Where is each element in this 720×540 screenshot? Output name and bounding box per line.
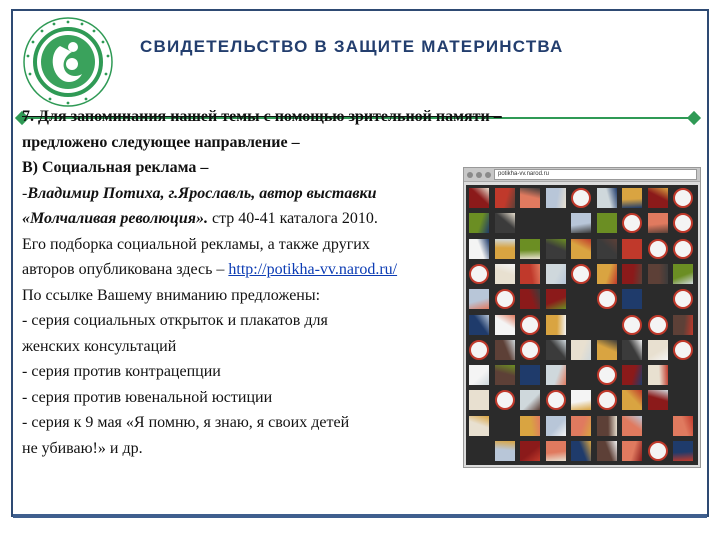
gallery-thumbnail [520, 340, 540, 360]
gallery-thumbnail [546, 315, 566, 335]
gallery-thumbnail [622, 340, 642, 360]
gallery-thumbnail [648, 315, 668, 335]
gallery-thumbnail [495, 239, 515, 259]
gallery-thumbnail [648, 213, 668, 233]
series-2-line: - серия против контрацепции [22, 363, 221, 380]
gallery-thumbnail [546, 264, 566, 284]
series-1-line-b: женских консультаций [22, 337, 177, 355]
gallery-thumbnail [622, 213, 642, 233]
offered-line: По ссылке Вашему вниманию предложены: [22, 286, 321, 304]
gallery-thumbnail [622, 264, 642, 284]
gallery-thumbnail [622, 315, 642, 335]
mother-child-emblem-icon [20, 14, 116, 110]
gallery-thumbnail [571, 188, 591, 208]
gallery-thumbnail [571, 340, 591, 360]
site-link[interactable]: http://potikha-vv.narod.ru/ [228, 261, 398, 278]
gallery-thumbnail [597, 340, 617, 360]
gallery-thumbnail [520, 441, 540, 461]
gallery-thumbnail [597, 441, 617, 461]
gallery-thumbnail [622, 289, 642, 309]
gallery-thumbnail [597, 365, 617, 385]
thumbnail-gallery [466, 185, 698, 465]
gallery-thumbnail [495, 289, 515, 309]
gallery-thumbnail [495, 340, 515, 360]
gallery-thumbnail [673, 315, 693, 335]
series-3-line: - серия против ювенальной юстиции [22, 388, 273, 406]
gallery-thumbnail [469, 390, 489, 410]
browser-address-bar: potikha-vv.narod.ru [494, 169, 697, 180]
gallery-thumbnail [469, 289, 489, 309]
gallery-thumbnail [546, 365, 566, 385]
gallery-thumbnail [571, 264, 591, 284]
slide-frame-bottom-bar [13, 514, 707, 518]
gallery-thumbnail [520, 239, 540, 259]
gallery-thumbnail [495, 390, 515, 410]
gallery-thumbnail [469, 188, 489, 208]
author-name: Владимир Потиха, г.Ярославль, автор выставки [27, 184, 377, 202]
author-dash: - [22, 184, 28, 202]
gallery-thumbnail [673, 289, 693, 309]
gallery-thumbnail [622, 365, 642, 385]
gallery-thumbnail [648, 239, 668, 259]
collection-line: Его подборка социальной рекламы, а также других [22, 235, 370, 253]
section-title: В) Социальная реклама – [22, 159, 209, 176]
gallery-thumbnail [622, 441, 642, 461]
gallery-thumbnail [495, 213, 515, 233]
gallery-thumbnail [597, 390, 617, 410]
gallery-thumbnail [673, 441, 693, 461]
exhibit-pages: стр 40-41 каталога 2010. [207, 210, 378, 227]
browser-toolbar [464, 168, 700, 182]
gallery-thumbnail [546, 289, 566, 309]
gallery-thumbnail [673, 239, 693, 259]
gallery-thumbnail [495, 188, 515, 208]
gallery-thumbnail [546, 441, 566, 461]
gallery-thumbnail [648, 340, 668, 360]
gallery-thumbnail [520, 365, 540, 385]
gallery-thumbnail [469, 365, 489, 385]
gallery-thumbnail [673, 416, 693, 436]
gallery-thumbnail [520, 264, 540, 284]
gallery-thumbnail [469, 239, 489, 259]
gallery-thumbnail [648, 264, 668, 284]
gallery-thumbnail [597, 239, 617, 259]
gallery-thumbnail [622, 188, 642, 208]
exhibit-line [22, 206, 462, 232]
published-line [22, 257, 462, 283]
website-screenshot [463, 167, 701, 468]
gallery-thumbnail [597, 416, 617, 436]
gallery-thumbnail [597, 264, 617, 284]
gallery-thumbnail [546, 390, 566, 410]
published-text: авторов опубликована здесь – [22, 261, 229, 278]
gallery-thumbnail [495, 315, 515, 335]
gallery-thumbnail [673, 264, 693, 284]
gallery-thumbnail [571, 416, 591, 436]
series-1-line-a: - серия социальных открыток и плакатов для [22, 312, 328, 329]
reload-icon [485, 172, 491, 178]
gallery-thumbnail [571, 239, 591, 259]
gallery-thumbnail [673, 188, 693, 208]
gallery-thumbnail [648, 188, 668, 208]
gallery-thumbnail [648, 441, 668, 461]
gallery-thumbnail [469, 340, 489, 360]
gallery-thumbnail [571, 441, 591, 461]
gallery-thumbnail [597, 213, 617, 233]
gallery-thumbnail [673, 340, 693, 360]
gallery-thumbnail [546, 239, 566, 259]
gallery-thumbnail [495, 264, 515, 284]
series-4-line-a: - серия к 9 мая «Я помню, я знаю, я своих детей [22, 414, 350, 431]
gallery-thumbnail [648, 390, 668, 410]
gallery-thumbnail [622, 239, 642, 259]
gallery-thumbnail [673, 213, 693, 233]
gallery-thumbnail [546, 188, 566, 208]
slide-body [22, 104, 502, 461]
forward-icon [476, 172, 482, 178]
gallery-thumbnail [571, 390, 591, 410]
exhibit-title: «Молчаливая революция». [22, 210, 208, 227]
gallery-thumbnail [546, 340, 566, 360]
heading-line-2: предложено следующее направление – [22, 133, 300, 151]
gallery-thumbnail [520, 315, 540, 335]
gallery-thumbnail [469, 213, 489, 233]
author-line [22, 181, 462, 207]
gallery-thumbnail [571, 213, 591, 233]
gallery-thumbnail [597, 188, 617, 208]
gallery-thumbnail [469, 315, 489, 335]
page-title: СВИДЕТЕЛЬСТВО В ЗАЩИТЕ МАТЕРИНСТВА [140, 37, 564, 56]
gallery-thumbnail [520, 416, 540, 436]
series-4-line-b: не убиваю!» и др. [22, 439, 143, 457]
gallery-thumbnail [546, 416, 566, 436]
gallery-thumbnail [622, 390, 642, 410]
gallery-thumbnail [495, 441, 515, 461]
gallery-thumbnail [520, 390, 540, 410]
gallery-thumbnail [597, 289, 617, 309]
gallery-thumbnail [648, 365, 668, 385]
gallery-thumbnail [622, 416, 642, 436]
gallery-thumbnail [520, 188, 540, 208]
gallery-thumbnail [495, 365, 515, 385]
heading-line-1: 7. Для запоминания нашей темы с помощью зрительной памяти – [22, 108, 502, 125]
gallery-thumbnail [469, 416, 489, 436]
gallery-thumbnail [469, 264, 489, 284]
gallery-thumbnail [520, 289, 540, 309]
back-icon [467, 172, 473, 178]
